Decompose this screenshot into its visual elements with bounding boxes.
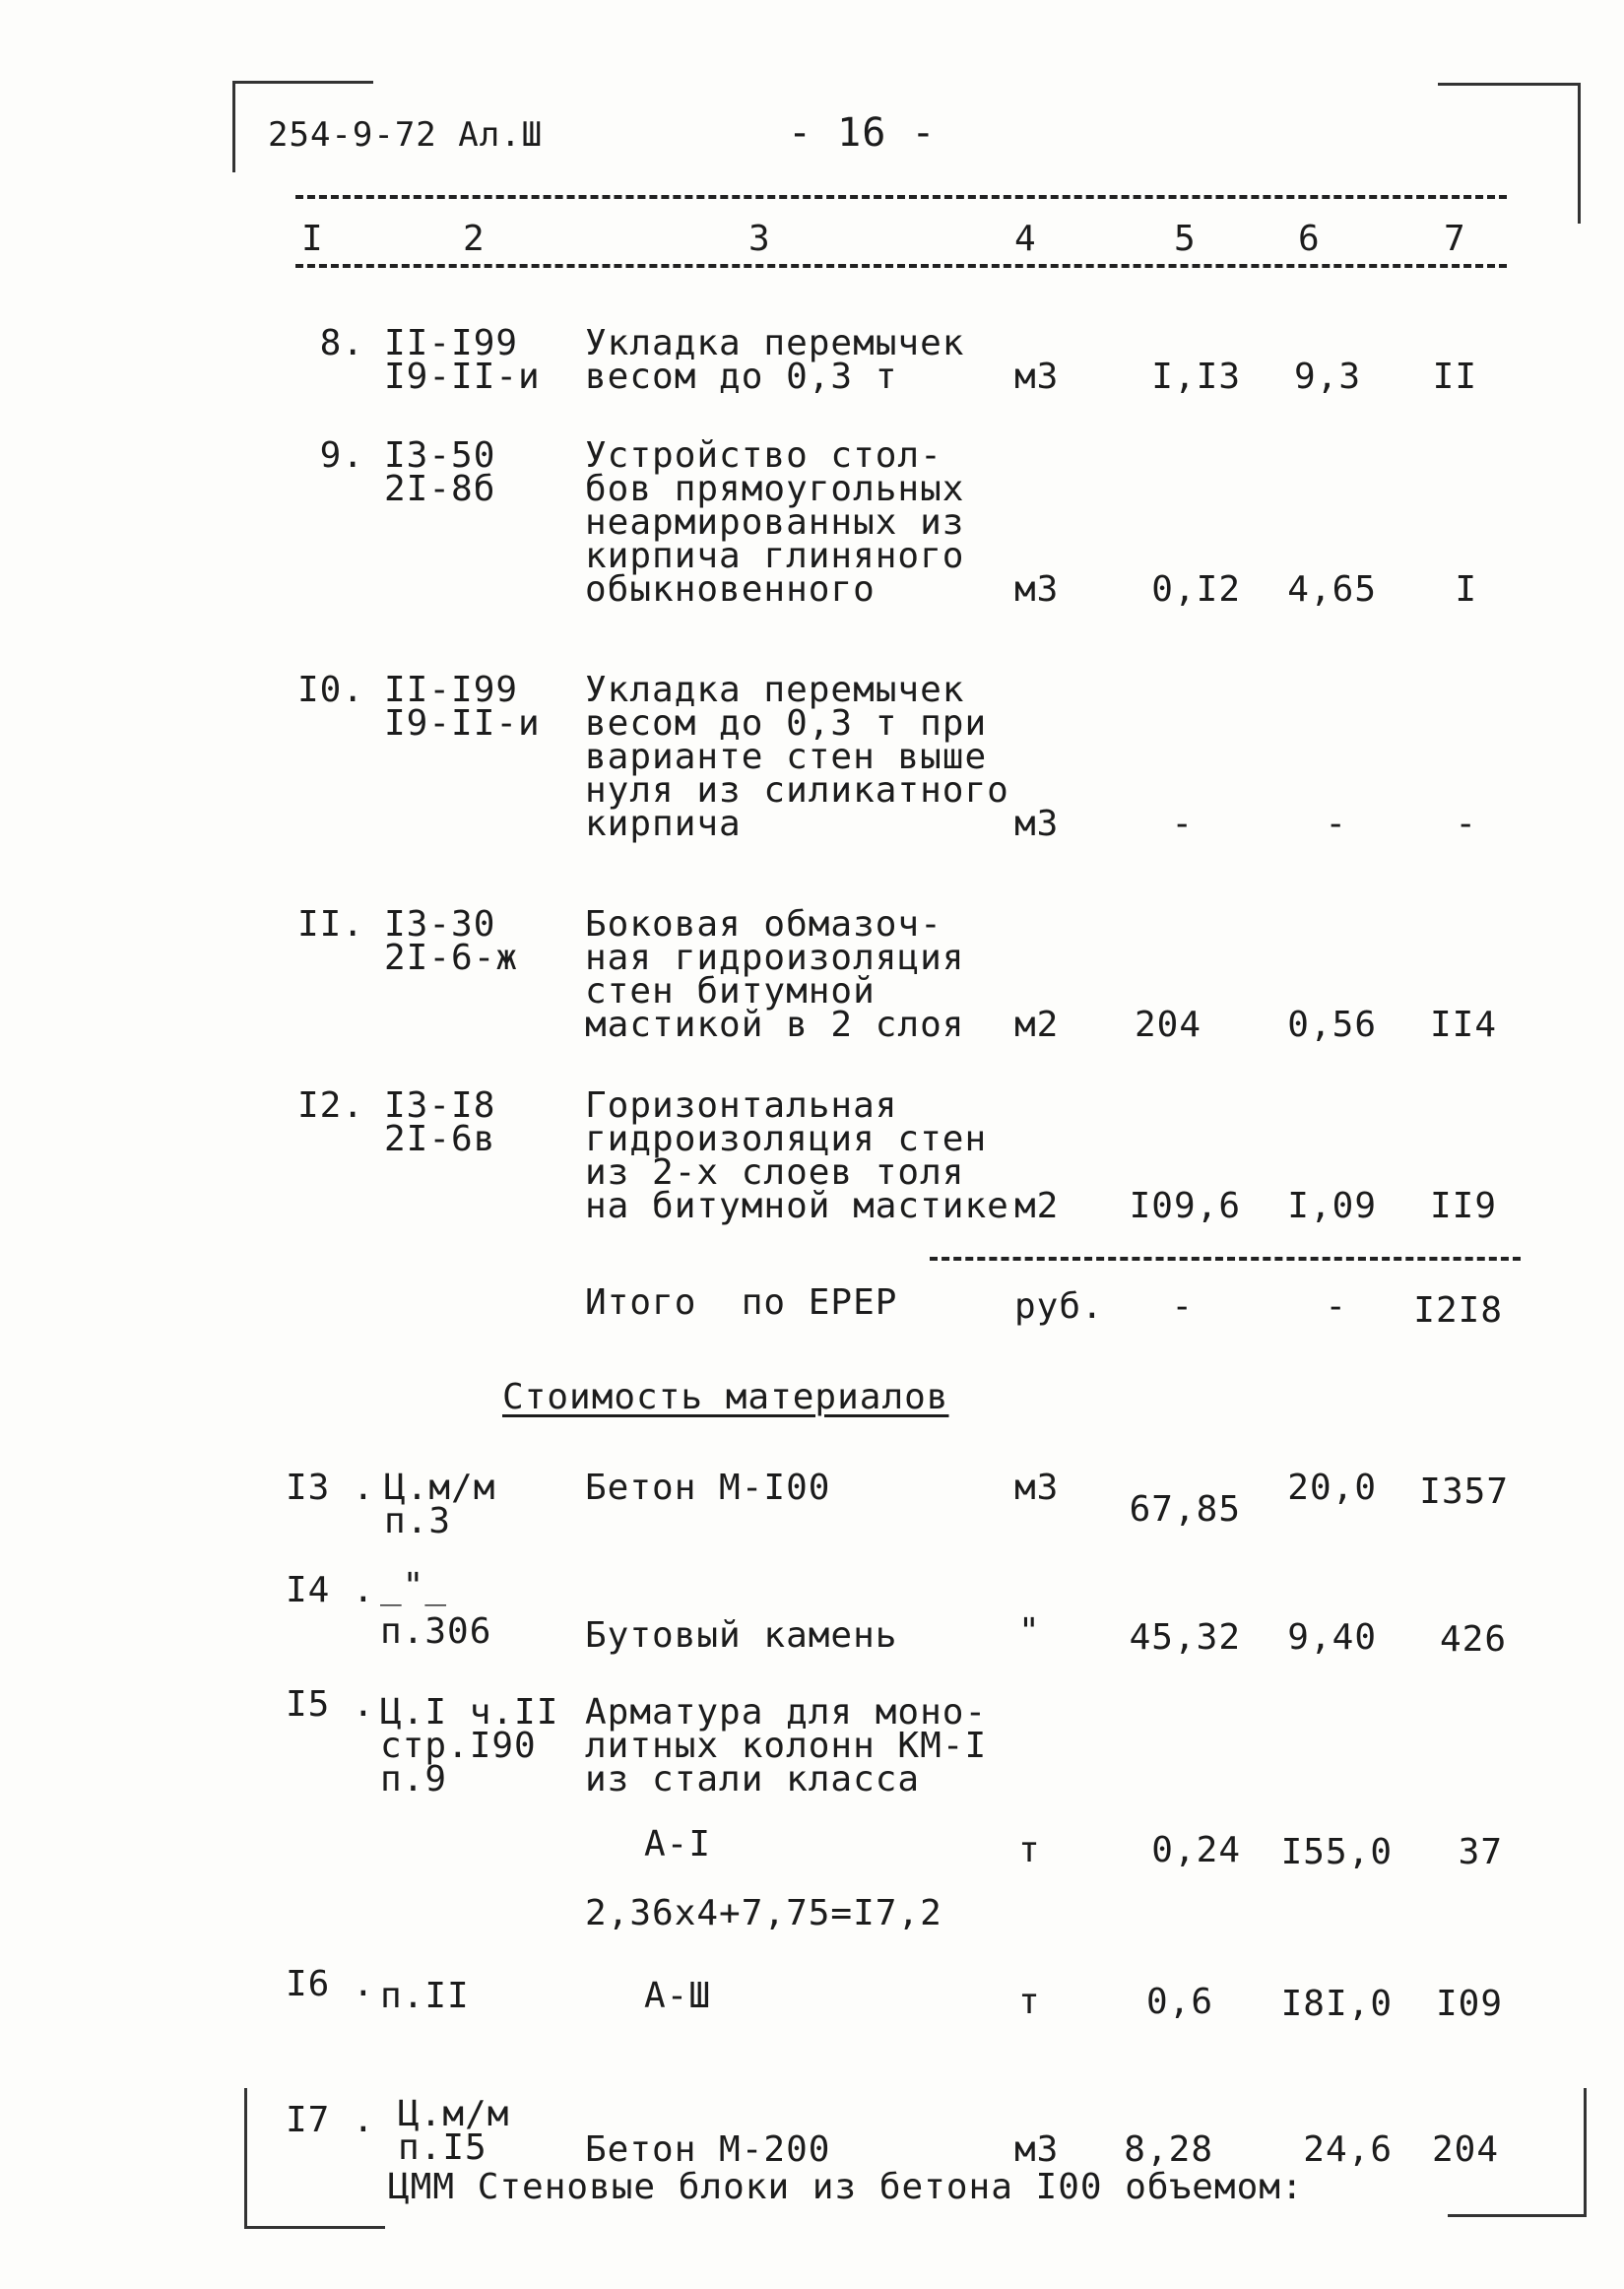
column-header-2: 2 (463, 219, 486, 259)
row-unit: м2 (1014, 1005, 1060, 1045)
row-unit: т (1018, 1982, 1041, 2022)
row-price: 9,3 (1293, 357, 1361, 397)
row-quantity: I,I3 (1151, 357, 1241, 397)
row-code: I3-30 (384, 904, 496, 945)
row-number: I3 . (286, 1468, 375, 1508)
column-header-7: 7 (1444, 219, 1466, 259)
row-code: I9-II-и (384, 357, 541, 397)
row-unit: " (1018, 1611, 1041, 1652)
row-number: I6 . (286, 1964, 375, 2004)
subtotal-quantity: - (1171, 1286, 1194, 1327)
subtotal-total: I2I8 (1413, 1290, 1503, 1331)
column-header-3: 3 (748, 219, 771, 259)
row-description: Устройство стол- (585, 435, 942, 476)
row-code: 2I-6в (384, 1119, 496, 1159)
row-unit: м2 (1014, 1186, 1060, 1226)
row-code: п.I5 (398, 2127, 487, 2168)
row-number: I4 . (286, 1570, 375, 1610)
row-code: I3-50 (384, 435, 496, 476)
corner-bracket-top-right (1438, 83, 1581, 224)
row-code: 2I-6-ж (384, 938, 519, 978)
row-description: кирпича глиняного (585, 536, 965, 576)
row-quantity: - (1171, 804, 1194, 844)
row-formula: 2,36x4+7,75=I7,2 (585, 1893, 942, 1933)
row-description: из стали класса (585, 1759, 921, 1799)
row-description: кирпича (585, 804, 742, 844)
column-header-6: 6 (1298, 219, 1321, 259)
row-unit: м3 (1014, 1468, 1060, 1508)
column-header-5: 5 (1174, 219, 1197, 259)
row-price: 9,40 (1287, 1617, 1377, 1658)
page-number: - 16 - (788, 110, 937, 156)
row-code: Ц.I ч.II (380, 1692, 559, 1733)
row-description: Бетон М-200 (585, 2129, 831, 2170)
row-description: стен битумной (585, 971, 876, 1012)
row-unit: м3 (1014, 804, 1060, 844)
document-code: 254-9-72 Ал.Ш (268, 115, 544, 155)
row-steel-class: А-Ш (644, 1976, 712, 2016)
row-code: п.9 (380, 1759, 448, 1799)
row-number: 8. (319, 323, 364, 363)
row-total: 426 (1439, 1619, 1507, 1660)
row-description: Арматура для моно- (585, 1692, 988, 1733)
row-quantity: I09,6 (1129, 1186, 1241, 1226)
row-description: гидроизоляция стен (585, 1119, 988, 1159)
row-description: весом до 0,3 т при (585, 703, 988, 744)
column-header-underline (295, 264, 1507, 268)
row-total: II9 (1429, 1186, 1497, 1226)
row-description: из 2-х слоев толя (585, 1152, 965, 1193)
row-number: I0. (296, 670, 364, 710)
row-total: II (1432, 357, 1477, 397)
row-unit: м3 (1014, 2129, 1060, 2170)
row-number: I2. (296, 1085, 364, 1126)
row-quantity: 0,I2 (1151, 569, 1241, 610)
column-header-4: 4 (1014, 219, 1037, 259)
row-description: Бетон М-I00 (585, 1468, 831, 1508)
row-description: варианте стен выше (585, 737, 988, 777)
row-description: бов прямоугольных (585, 469, 965, 509)
row-number: II. (296, 904, 364, 945)
subtotal-unit: руб. (1014, 1286, 1104, 1327)
row-code: п.306 (380, 1611, 492, 1652)
row-quantity: 0,24 (1151, 1830, 1241, 1870)
row-description: ная гидроизоляция (585, 938, 965, 978)
row-total: 37 (1458, 1832, 1503, 1872)
row-description: Укладка перемычек (585, 670, 965, 710)
row-description: обыкновенного (585, 569, 876, 610)
row-code: Ц.м/м (398, 2094, 510, 2134)
row-description: нуля из силикатного (585, 770, 1009, 811)
row-price: I8I,0 (1280, 1984, 1393, 2024)
row-total: I (1455, 569, 1477, 610)
row-quantity: 0,6 (1145, 1982, 1213, 2022)
row-total: II4 (1429, 1005, 1497, 1045)
row-quantity: 67,85 (1129, 1489, 1241, 1530)
row-description: мастикой в 2 слоя (585, 1005, 965, 1045)
column-header-1: I (301, 219, 324, 259)
row-quantity: 8,28 (1124, 2129, 1213, 2170)
row-price: 24,6 (1303, 2129, 1393, 2170)
row-unit: т (1018, 1830, 1041, 1870)
row-code: II-I99 (384, 323, 519, 363)
row-total: I09 (1435, 1984, 1503, 2024)
row-code: I3-I8 (384, 1085, 496, 1126)
row-code: I9-II-и (384, 703, 541, 744)
row-quantity: 204 (1134, 1005, 1202, 1045)
row-description: литных колонн КМ-I (585, 1726, 988, 1766)
row-description: весом до 0,3 т (585, 357, 898, 397)
row-description: неармированных из (585, 502, 965, 543)
row-price: - (1325, 804, 1347, 844)
row-price: I,09 (1287, 1186, 1377, 1226)
section-title: Стоимость материалов (502, 1377, 949, 1417)
row-note: ЦММ Стеновые блоки из бетона I00 объемом: (388, 2167, 1304, 2207)
row-code: 2I-8б (384, 469, 496, 509)
row-price: 4,65 (1287, 569, 1377, 610)
row-total: I357 (1419, 1472, 1509, 1512)
row-total: - (1455, 804, 1477, 844)
row-unit: м3 (1014, 357, 1060, 397)
subtotal-divider (930, 1257, 1521, 1261)
header-divider (295, 195, 1507, 199)
row-unit: м3 (1014, 569, 1060, 610)
row-code: п.II (380, 1976, 470, 2016)
row-code: II-I99 (384, 670, 519, 710)
row-code: п.3 (384, 1501, 452, 1541)
row-description: Горизонтальная (585, 1085, 898, 1126)
row-number: I5 . (286, 1684, 375, 1725)
row-price: 20,0 (1287, 1468, 1377, 1508)
row-price: 0,56 (1287, 1005, 1377, 1045)
row-description: Боковая обмазоч- (585, 904, 942, 945)
subtotal-price: - (1325, 1286, 1347, 1327)
row-description: Бутовый камень (585, 1615, 898, 1656)
row-code: _"_ (380, 1566, 448, 1606)
row-number: 9. (319, 435, 364, 476)
subtotal-label: Итого по ЕРЕР (585, 1282, 898, 1323)
row-total: 204 (1431, 2129, 1499, 2170)
row-quantity: 45,32 (1129, 1617, 1241, 1658)
row-description: Укладка перемычек (585, 323, 965, 363)
row-steel-class: А-I (644, 1824, 712, 1864)
row-code: стр.I90 (380, 1726, 537, 1766)
row-number: I7 . (286, 2100, 375, 2140)
row-description: на битумной мастике (585, 1186, 1009, 1226)
row-price: I55,0 (1280, 1832, 1393, 1872)
row-code: Ц.м/м (384, 1468, 496, 1508)
